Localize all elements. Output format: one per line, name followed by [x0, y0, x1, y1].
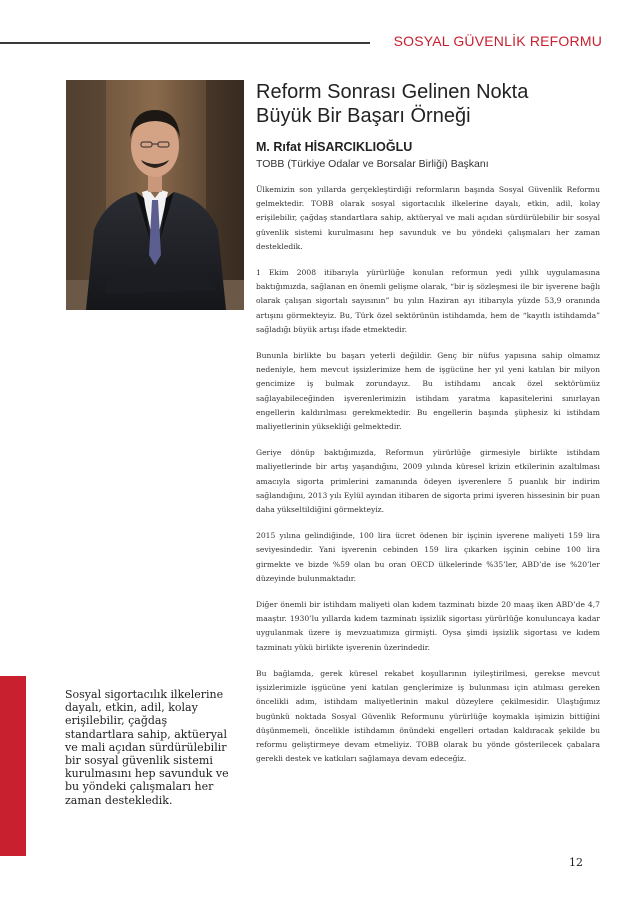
accent-bar: [0, 676, 26, 856]
body-paragraph: 1 Ekim 2008 itibarıyla yürürlüğe konulan reformun yedi yıllık uygulamasına baktığımızda, sağlanan en önemli gelişme olarak, “bir iş sözleşmesi ile bir işverene bağlı olarak çalışan sigortalı sayısının” bu yılın Haziran ayı itibarıyla yüzde 53,9 oranında artışını görmekteyiz. Bu, Türk özel sektörünün istihdamda, hem de “kayıtlı istihdamda” sağladığı büyük artışı ifade etmektedir.: [256, 268, 600, 334]
author-organization: TOBB (Türkiye Odalar ve Borsalar Birliği) Başkanı: [256, 158, 489, 170]
body-paragraph: Bununla birlikte bu başarı yeterli değildir. Genç bir nüfus yapısına sahip olmamız nedeniyle, hem mevcut işsizlerimize hem de işgücüne her yıl yeni katılan bir milyon gencimize iş bulmak zorundayız. Bu istihdamı ancak özel sektörümüz sağlayabileceğinden işverenlerimizin istihdam yaratma kapasitelerini sınırlayan engellerin kaldırılması gerekmektedir. Bu engellerin başında şüphesiz ki istihdam maliyetlerinin yüksekliği gelmektedir.: [256, 351, 600, 432]
pull-quote: Sosyal sigortacılık ilkelerine dayalı, etkin, adil, kolay erişilebilir, çağdaş standartlara sahip, aktüeryal ve mali açıdan sürdürülebilir bir sosyal güvenlik sistemi kurulmasını hep savunduk ve bu yöndeki çalışmaları her zaman destekledik.: [65, 688, 229, 807]
body-paragraph: Bu bağlamda, gerek küresel rekabet koşullarının iyileştirilmesi, gerekse mevcut işsizlerimizle işgücüne yeni katılan gençlerimize iş bulunması için atılması gereken öncelikli adım, istihdam maliyetlerinin makul düzeylere çekilmesidir. Ulaştığımız bugünkü noktada Sosyal Güvenlik Reformunu yürürlüğe koymakla işimizin bittiğini düşünmemeli, öncelikle istihdamın önündeki engelleri ortadan kaldıracak şekilde bu reformu geliştirmeye devam etmeliyiz. TOBB olarak bu yönde gösterilecek çabalara gerekli destek ve katkıları sağlamaya devam edeceğiz.: [256, 668, 600, 764]
body-paragraph: Ülkemizin son yıllarda gerçekleştirdiği reformların başında Sosyal Güvenlik Reformu gelmektedir. TOBB olarak sosyal sigortacılık ilkelerine dayalı, etkin, adil, kolay erişilebilir, çağdaş standartlara sahip, aktüeryal ve mali açıdan sürdürülebilir bir sosyal güvenlik sistemi kurulmasını hep savunduk ve bu yöndeki çalışmaları her zaman destekledik.: [256, 185, 600, 251]
body-paragraph: 2015 yılına gelindiğinde, 100 lira ücret ödenen bir işçinin işverene maliyeti 159 lira seviyesindedir. Yani işverenin cebinden 159 lira çıkarken işçinin cebine 100 lira girmekte ve bizde %59 olan bu oran OECD ülkelerinde %35’ler, ABD’de ise %20’ler düzeyinde bulunmaktadır.: [256, 531, 600, 583]
article-body: [256, 183, 600, 778]
article-title-line-2: Büyük Bir Başarı Örneği: [256, 105, 471, 127]
article-title-line-1: Reform Sonrası Gelinen Nokta: [256, 81, 529, 103]
section-title: SOSYAL GÜVENLİK REFORMU: [393, 33, 602, 49]
header-rule: [0, 42, 370, 44]
author-name: M. Rıfat HİSARCIKLIOĞLU: [256, 140, 413, 154]
article-title: [256, 80, 596, 128]
author-portrait: [66, 80, 244, 310]
page-number: 12: [569, 856, 583, 869]
body-paragraph: Diğer önemli bir istihdam maliyeti olan kıdem tazminatı bizde 20 maaş iken ABD’de 4,7 maaştır. 1930’lu yıllarda kıdem tazminatı işsizlik sigortası yürürlüğe konuluncaya kadar uygulanmak üzere iş mevzuatımıza girmişti. Oysa şimdi işsizlik sigortası ve kıdem tazminatı yükü birlikte işverenin üzerindedir.: [256, 600, 600, 652]
body-paragraph: Geriye dönüp baktığımızda, Reformun yürürlüğe girmesiyle birlikte istihdam maliyetlerinde bir artış yaşandığını, 2009 yılında küresel krizin etkilerinin azaltılması amacıyla sigorta primlerini zamanında ödeyen işverenlere 5 puanlık bir indirim sağlandığını, 2013 yılı Eylül ayından itibaren de sigorta primi işveren hissesinin bir puan daha yükseltildiğini görmekteyiz.: [256, 448, 600, 515]
